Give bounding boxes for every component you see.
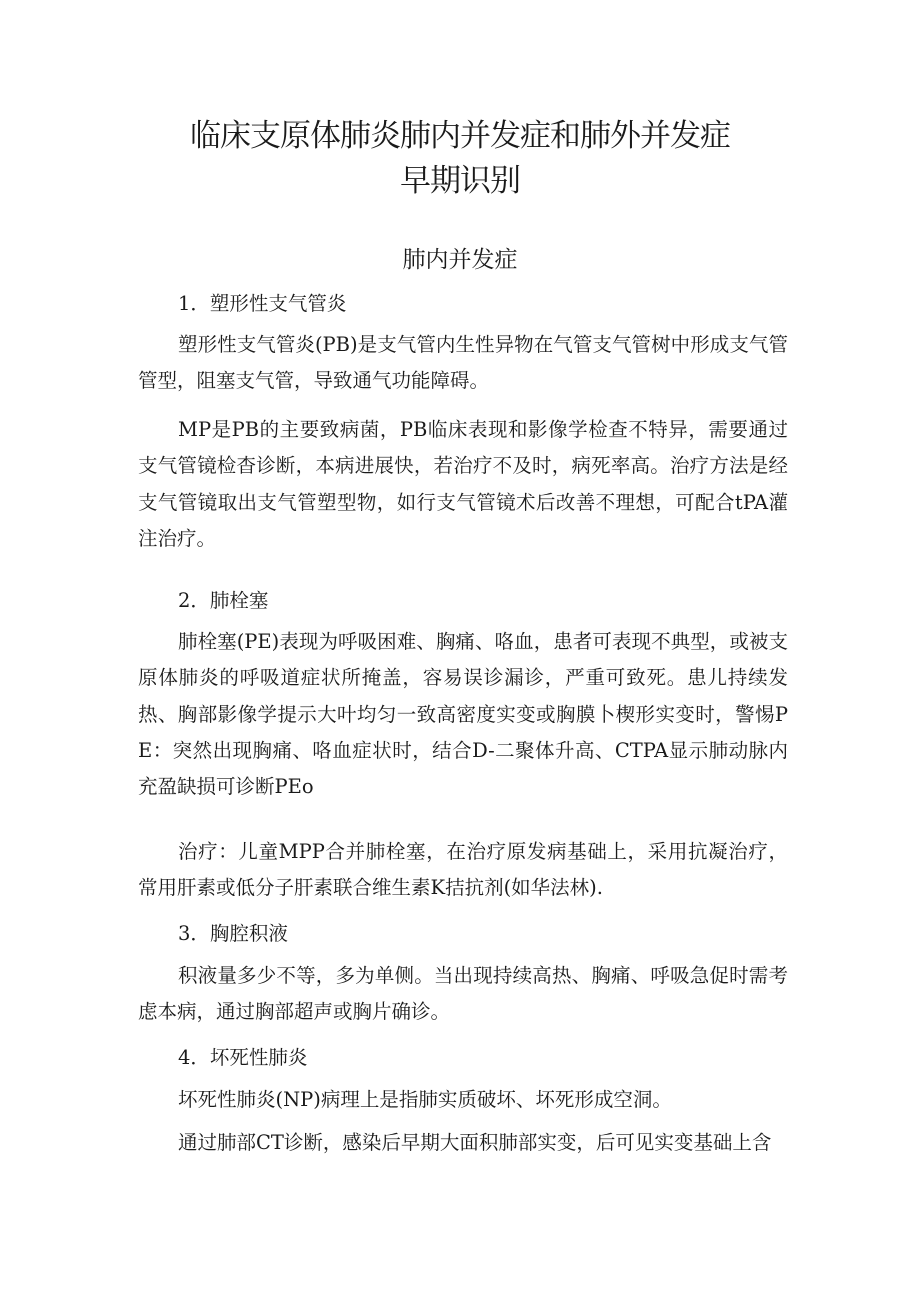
paragraph-block-1 — [138, 327, 788, 400]
paragraph-effusion: 积液量多少不等，多为单侧。当出现持续高热、胸痛、呼吸急促时需考虑本病，通过胸部超声或胸片确诊。 — [138, 964, 788, 1024]
item-heading-necrotizing-pneumonia: 4．坏死性肺炎 — [178, 1046, 308, 1069]
title-line-1: 临床支原体肺炎肺内并发症和肺外并发症 — [190, 118, 730, 154]
paragraph-block-2 — [138, 412, 788, 557]
paragraph-np-definition: 坏死性肺炎(NP)病理上是指肺实质破坏、坏死形成空洞。 — [178, 1088, 672, 1111]
item-heading-pulmonary-embolism: 2．肺栓塞 — [178, 589, 269, 612]
paragraph-pb-definition: 塑形性支气管炎(PB)是支气管内生性异物在气管支气管树中形成支气管管型，阻塞支气管，导致通气功能障碍。 — [138, 333, 788, 393]
paragraph-np-diagnosis: 通过肺部CT诊断，感染后早期大面积肺部实变，后可见实变基础上含 — [178, 1131, 772, 1154]
section-heading: 肺内并发症 — [402, 247, 518, 273]
title-line-2: 早期识别 — [400, 163, 520, 199]
paragraph-block-3 — [138, 624, 788, 805]
paragraph-block-7 — [138, 1125, 788, 1161]
paragraph-pe-description: 肺栓塞(PE)表现为呼吸困难、胸痛、咯血，患者可表现不典型，或被支原体肺炎的呼吸道症状所掩盖，容易误诊漏诊，严重可致死。患儿持续发热、胸部影像学提示大叶均匀一致高密度实变或胸膜卜楔形实变时，警惕PE：突然出现胸痛、咯血症状时，结合D-二聚体升高、CTPA显示肺动脉内充盈缺损可诊断PEo — [138, 630, 788, 799]
item-heading-plastic-bronchitis: 1．塑形性支气管炎 — [178, 292, 347, 315]
item-heading-pleural-effusion: 3．胸腔积液 — [178, 922, 288, 945]
paragraph-pb-diagnosis: MP是PB的主要致病菌，PB临床表现和影像学检查不特异，需要通过支气管镜检杳诊断，本病进展快，若治疗不及时，病死率高。治疗方法是经支气管镜取出支气管塑型物，如行支气管镜术后改善不理想，可配合tPA灌注治疗。 — [138, 418, 788, 550]
paragraph-block-5 — [138, 958, 788, 1031]
paragraph-block-6 — [138, 1082, 788, 1118]
paragraph-block-4 — [138, 834, 788, 907]
document-title — [0, 114, 920, 204]
paragraph-pe-treatment: 治疗：儿童MPP合并肺栓塞，在治疗原发病基础上，采用抗凝治疗，常用肝素或低分子肝素联合维生素K拮抗剂(如华法林). — [138, 840, 788, 900]
